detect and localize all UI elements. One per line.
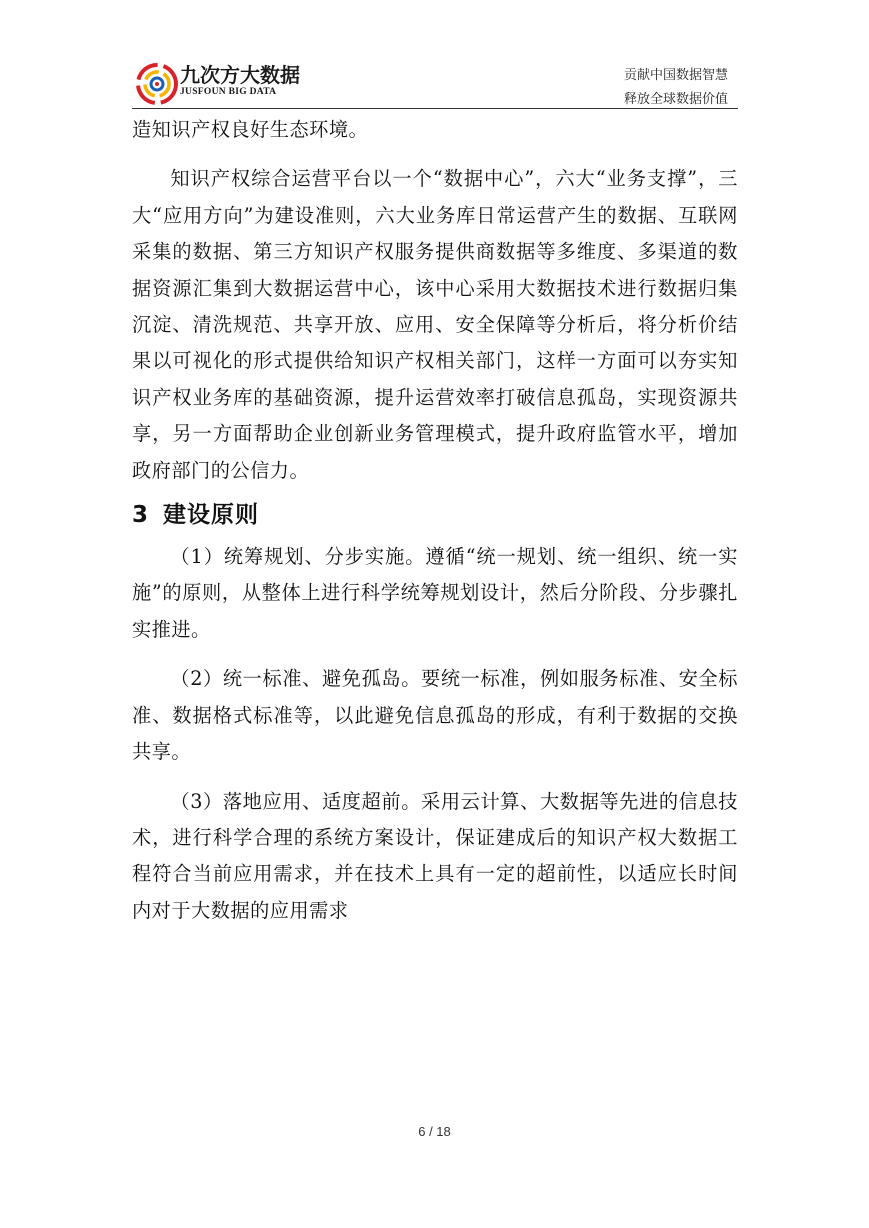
- section-title: 建设原则: [163, 502, 260, 529]
- slogan-line-1: 贡献中国数据智慧: [623, 68, 728, 83]
- section-heading: [132, 496, 738, 534]
- header-divider: [132, 108, 738, 109]
- document-body: [132, 112, 738, 929]
- brand: [180, 64, 300, 98]
- paragraph-principle-3: （3）落地应用、适度超前。采用云计算、大数据等先进的信息技术，进行科学合理的系统方案设计，保证建成后的知识产权大数据工程符合当前应用需求，并在技术上具有一定的超前性，以适应长时间内对于大数据的应用需求: [132, 789, 738, 922]
- jusfoun-logo-icon: [135, 62, 179, 106]
- paragraph-continuation: 造知识产权良好生态环境。: [132, 118, 369, 141]
- section-number: 3: [132, 502, 150, 529]
- brand-name-en: JUSFOUN BIG DATA: [180, 87, 277, 97]
- slogan-line-2: 释放全球数据价值: [623, 92, 728, 107]
- paragraph-principle-1: （1）统筹规划、分步实施。遵循“统一规划、统一组织、统一实施”的原则，从整体上进行科学统筹规划设计，然后分阶段、分步骤扎实推进。: [132, 545, 738, 641]
- paragraph-platform: 知识产权综合运营平台以一个“数据中心”，六大“业务支撑”，三大“应用方向”为建设准则，六大业务库日常运营产生的数据、互联网采集的数据、第三方知识产权服务提供商数据等多维度、多渠道的数据资源汇集到大数据运营中心，该中心采用大数据技术进行数据归集沉淀、清洗规范、共享开放、应用、安全保障等分析后，将分析价结果以可视化的形式提供给知识产权相关部门，这样一方面可以夯实知识产权业务库的基础资源，提升运营效率打破信息孤岛，实现资源共享，另一方面帮助企业创新业务管理模式，提升政府监管水平，增加政府部门的公信力。: [132, 167, 738, 482]
- slogan: [624, 64, 728, 112]
- brand-name-cn: 九次方大数据: [180, 63, 300, 87]
- page-number: 6 / 18: [418, 1124, 451, 1139]
- paragraph-principle-2: （2）统一标准、避免孤岛。要统一标准，例如服务标准、安全标准、数据格式标准等，以此避免信息孤岛的形成，有利于数据的交换共享。: [132, 667, 738, 764]
- page-header: [132, 58, 738, 110]
